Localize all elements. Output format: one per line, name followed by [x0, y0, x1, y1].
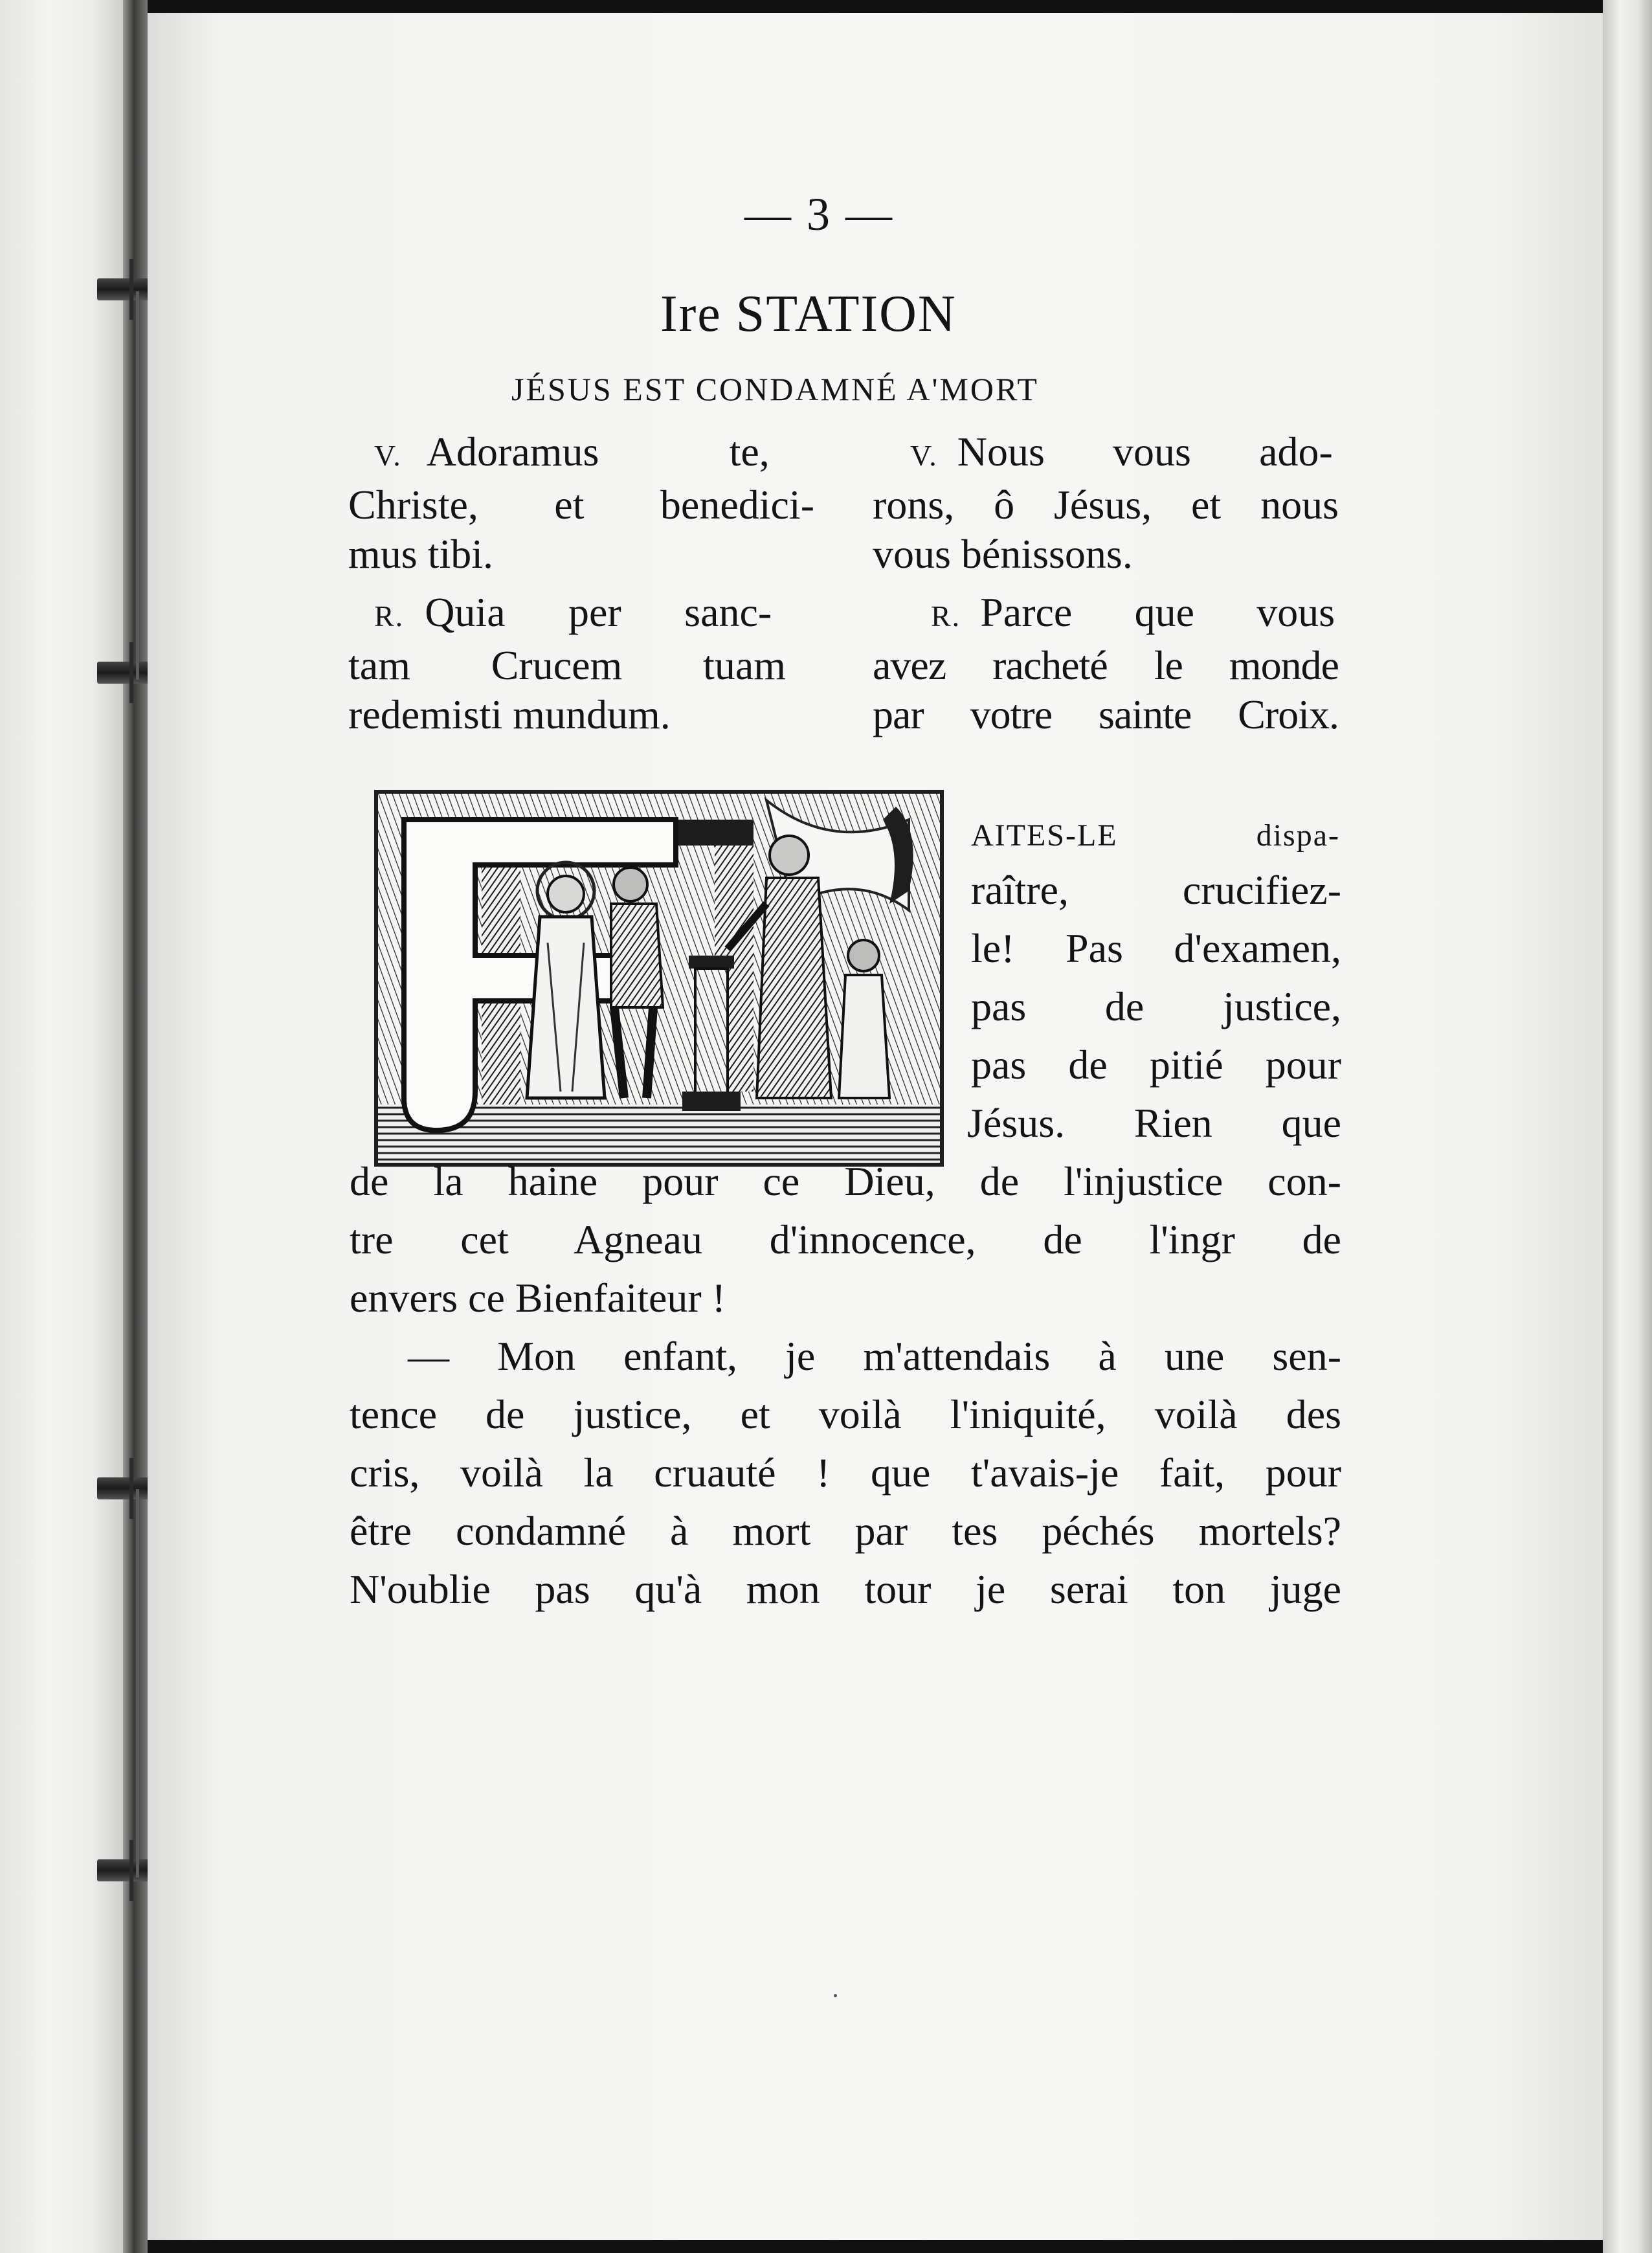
text-line: le! Pas d'examen,	[971, 925, 1341, 971]
text-line: pas de pitié pour	[971, 1042, 1341, 1088]
binding-thread	[136, 1489, 139, 1878]
french-response-line: R. Parce que vous	[931, 589, 1335, 635]
binding-gutter	[123, 0, 148, 2253]
engraving-illustration	[374, 790, 944, 1167]
french-versicle-line: vous bénissons.	[873, 531, 1133, 577]
text-line: cris, voilà la cruauté ! que t'avais-je fait, pour	[350, 1450, 1341, 1496]
binding-thread	[136, 291, 139, 680]
latin-response-line: tam Crucem tuam	[348, 642, 786, 688]
condemnation-engraving	[378, 794, 940, 1163]
station-title: Ire STATION	[660, 286, 957, 342]
text-line: pas de justice,	[971, 983, 1341, 1029]
text-line: tre cet Agneau d'innocence, de l'ingr de	[350, 1216, 1341, 1262]
text-line: envers ce Bienfaiteur !	[350, 1275, 726, 1321]
text-line: de la haine pour ce Dieu, de l'injustice con-	[350, 1158, 1341, 1204]
response-marker: R.	[374, 600, 405, 633]
page-number: — 3 —	[744, 188, 894, 240]
text-line: AITES-LE dispa-	[971, 818, 1340, 853]
french-response-line: avez racheté le monde	[873, 642, 1339, 688]
text-line: être condamné à mort par tes péchés mortels?	[350, 1508, 1341, 1554]
versicle-marker: V.	[910, 439, 938, 472]
french-versicle-line: V. Nous vous ado-	[910, 429, 1333, 475]
latin-versicle-column	[348, 427, 821, 739]
french-versicle-column	[873, 427, 1339, 739]
previous-page-edge	[0, 0, 123, 2253]
response-marker: R.	[931, 600, 961, 633]
text-line: N'oublie pas qu'à mon tour je serai ton juge	[350, 1566, 1341, 1612]
latin-response-line: redemisti mundum.	[348, 691, 671, 737]
versicle-marker: V.	[374, 439, 402, 472]
text-line: Jésus. Rien que	[967, 1100, 1341, 1146]
latin-versicle-line: V. Adoramus te,	[374, 429, 770, 475]
latin-versicle-line: Christe, et benedici-	[348, 482, 814, 528]
french-response-line: par votre sainte Croix.	[873, 691, 1339, 737]
latin-versicle-line: mus tibi.	[348, 531, 494, 577]
text-line: — Mon enfant, je m'attendais à une sen-	[408, 1333, 1341, 1379]
station-subtitle: JÉSUS EST CONDAMNÉ A'MORT	[511, 371, 1039, 407]
text-line: raître, crucifiez-	[971, 867, 1341, 913]
french-versicle-line: rons, ô Jésus, et nous	[873, 482, 1339, 528]
latin-response-line: R. Quia per sanc-	[374, 589, 772, 635]
text-line: tence de justice, et voilà l'iniquité, voilà des	[350, 1391, 1341, 1437]
print-speck	[834, 1994, 837, 1997]
page-right-edge	[1603, 0, 1652, 2253]
christ-figure	[527, 862, 605, 1098]
